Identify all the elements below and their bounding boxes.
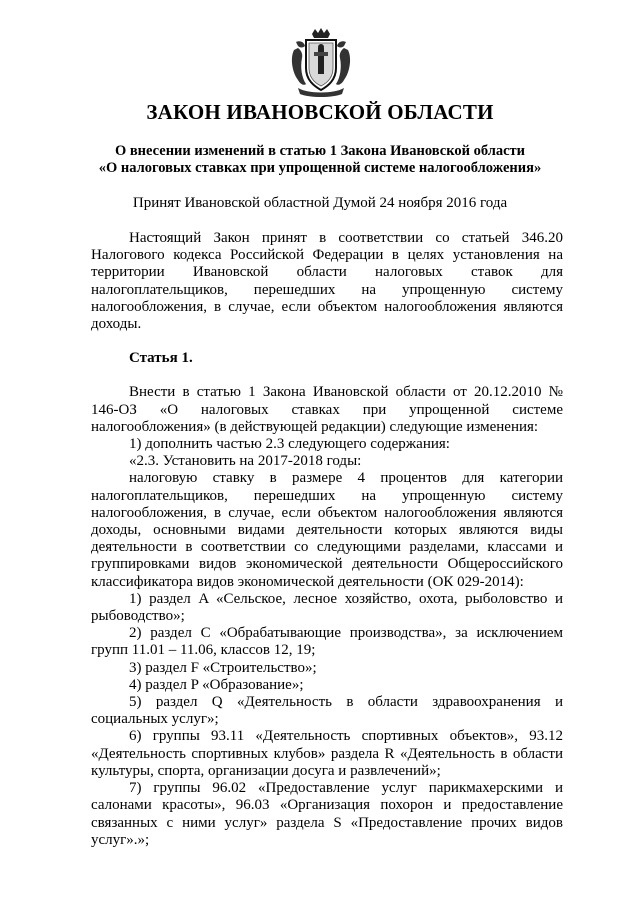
list-item: 6) группы 93.11 «Деятельность спортивных объектов», 93.12 «Деятельность спортивных клубов» раздела R «Деятельность в области культуры, спорта, организации досуга и развлечений»; — [91, 728, 563, 779]
part-2-3-heading: «2.3. Установить на 2017-2018 годы: — [129, 453, 362, 470]
article-heading: Статья 1. — [129, 350, 193, 367]
list-item: 3) раздел F «Строительство»; — [129, 659, 317, 676]
list-item: 4) раздел P «Образование»; — [129, 676, 304, 693]
list-item: 5) раздел Q «Деятельность в области здравоохранения и социальных услуг»; — [91, 694, 563, 728]
document-subtitle — [60, 143, 580, 177]
subtitle-line-1: О внесении изменений в статью 1 Закона Ивановской области — [114, 143, 526, 159]
article-intro: Внести в статью 1 Закона Ивановской области от 20.12.2010 № 146-ОЗ «О налоговых ставках при упрощенной системе налогообложения» (в действующей редакции) следующие изменения: — [91, 384, 563, 435]
amendment-item-1: 1) дополнить частью 2.3 следующего содержания: — [129, 436, 450, 453]
subtitle-line-2: «О налоговых ставках при упрощенной системе налогообложения» — [98, 160, 542, 176]
list-item: 1) раздел A «Сельское, лесное хозяйство, охота, рыболовство и рыбоводство»; — [91, 590, 563, 625]
document-title: ЗАКОН ИВАНОВСКОЙ ОБЛАСТИ — [146, 100, 494, 124]
adoption-line: Принят Ивановской областной Думой 24 ноября 2016 года — [132, 195, 508, 211]
list-item: 7) группы 96.02 «Предоставление услуг парикмахерскими и салонами красоты», 96.03 «Организация похорон и предоставление связанных с ними услуг» раздела S «Предоставление прочих видов услуг».»; — [91, 780, 563, 848]
tax-rate-paragraph: налоговую ставку в размере 4 процентов для категории налогоплательщиков, перешедших на упрощенную систему налогообложения, в случае, если объектом налогообложения являются доходы, основными видами деятельности которых являются виды деятельности в соответствии со следующими разделами, классами и группировками видов экономической деятельности Общероссийского классификатора видов экономической деятельности (ОК 029-2014): — [91, 470, 563, 590]
document-body — [91, 230, 563, 849]
list-item: 2) раздел C «Обрабатывающие производства», за исключением групп 11.01 – 11.06, классов 12, 19; — [91, 625, 563, 659]
preamble-paragraph: Настоящий Закон принят в соответствии со статьей 346.20 Налогового кодекса Российской Федерации в целях установления на территории Ивановской области налоговых ставок для налогоплательщиков, перешедших на упрощенную систему налогообложения, в случае, если объектом налогообложения являются доходы. — [91, 230, 563, 333]
coat-of-arms-icon — [288, 28, 354, 98]
